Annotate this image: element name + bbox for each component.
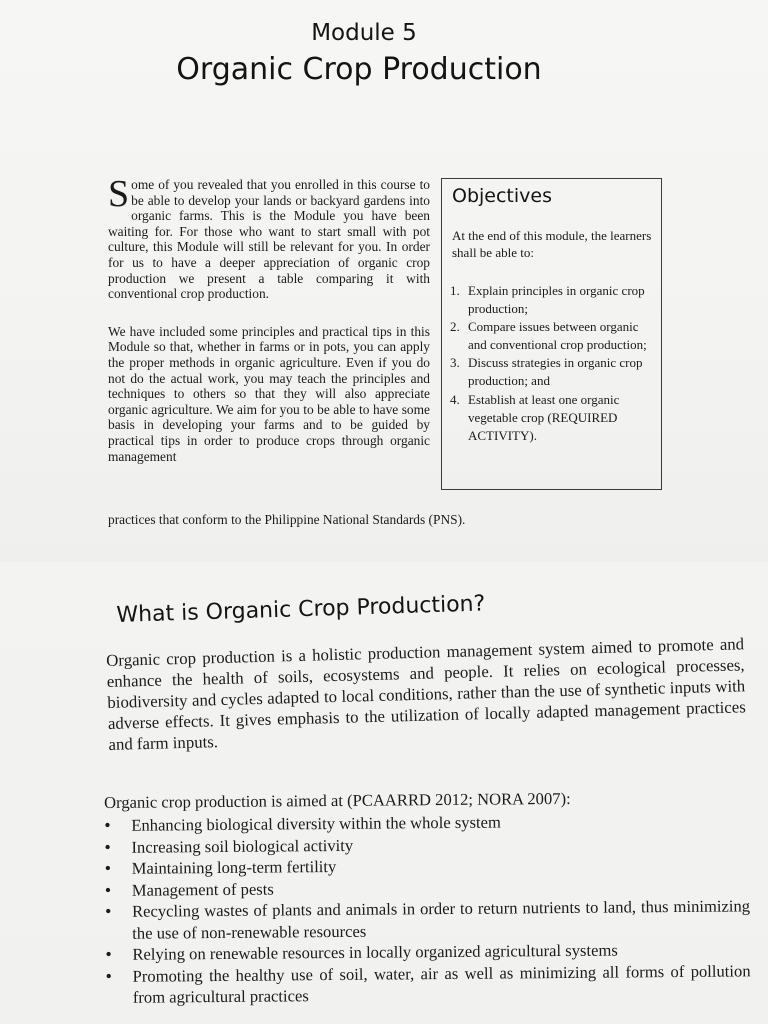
bullet-icon: • (105, 965, 113, 986)
aims-block (104, 786, 751, 1008)
objectives-heading: Objectives (452, 185, 552, 207)
bullet-icon: • (104, 900, 112, 921)
definition-paragraph: Organic crop production is a holistic production management system aimed to promote and enhance the health of soils, ecosystems and people. It relies on ecological processes, biodiversity and cycles adapted to local conditions, rather than the use of synthetic inputs with adverse effects. It gives emphasis to the utilization of locally adapted management practices and farm inputs. (106, 634, 746, 754)
objectives-intro: At the end of this module, the learners shall be able to: (452, 228, 652, 260)
aim-text: Management of pests (131, 879, 274, 900)
objective-number: 1. (450, 283, 460, 298)
objective-text: Establish at least one organic vegetable crop (REQUIRED ACTIVITY). (468, 391, 620, 443)
module-title: Organic Crop Production (176, 52, 542, 87)
bullet-icon: • (105, 943, 112, 964)
objective-number: 4. (450, 391, 460, 407)
objective-item (450, 282, 660, 318)
objective-text: Explain principles in organic crop production; (468, 283, 645, 317)
aim-text: Recycling wastes of plants and animals in order to return nutrients to land, thus minimizing the use of non-renewable resources (131, 896, 751, 943)
aims-intro: Organic crop production is aimed at (PCAARRD 2012; NORA 2007): (104, 788, 571, 812)
aim-text: Promoting the healthy use of soil, water, air as well as minimizing all forms of pollution from agricultural practices (132, 960, 751, 1007)
intro-paragraph-2-last-line: practices that conform to the Philippine National Standards (PNS). (108, 512, 466, 527)
objective-text: Compare issues between organic and conventional crop production; (468, 319, 647, 353)
objective-number: 3. (450, 355, 460, 371)
aim-text: Relying on renewable resources in locally organized agricultural systems (132, 940, 618, 964)
aim-text: Increasing soil biological activity (131, 835, 354, 857)
aim-text: Enhancing biological diversity within the whole system (131, 812, 501, 835)
bullet-icon: • (104, 814, 111, 835)
objective-text: Discuss strategies in organic crop production; and (468, 355, 643, 389)
objective-item (450, 318, 660, 354)
objective-number: 2. (450, 319, 460, 335)
objectives-list (450, 282, 660, 445)
aim-text: Maintaining long-term fertility (131, 856, 337, 878)
bullet-icon: • (104, 857, 112, 878)
intro-paragraph-1-text: ome of you revealed that you enrolled in this course to be able to develop your lands or backyard gardens into organic farms. This is the Module you have been waiting for. For those who want to start small with pot culture, this Module will still be relevant for you. In order for us to have a deeper appreciation of organic crop production we present a table comparing it with conventional crop production. (108, 177, 430, 302)
aim-item (105, 895, 750, 944)
aims-list (104, 809, 751, 1008)
intro-paragraph-1 (108, 173, 430, 302)
intro-text (108, 173, 430, 486)
section-heading: What is Organic Crop Production? (116, 591, 486, 628)
bullet-icon: • (104, 836, 111, 857)
objectives-box (441, 178, 662, 490)
module-label: Module 5 (311, 20, 417, 46)
bullet-icon: • (104, 879, 112, 900)
objective-item (450, 354, 660, 390)
aim-item (106, 960, 751, 1009)
objective-item (450, 391, 660, 445)
drop-cap: S (108, 173, 130, 215)
intro-paragraph-2: We have included some principles and practical tips in this Module so that, whether in farms or in pots, you can apply the proper methods in organic agriculture. Even if you do not do the actual work, you may teach the principles and techniques to others so that they will also appreciate organic agriculture. We aim for you to be able to have some basis in developing your farms and to be guided by practical tips in order to produce crops through organic management (108, 323, 430, 464)
